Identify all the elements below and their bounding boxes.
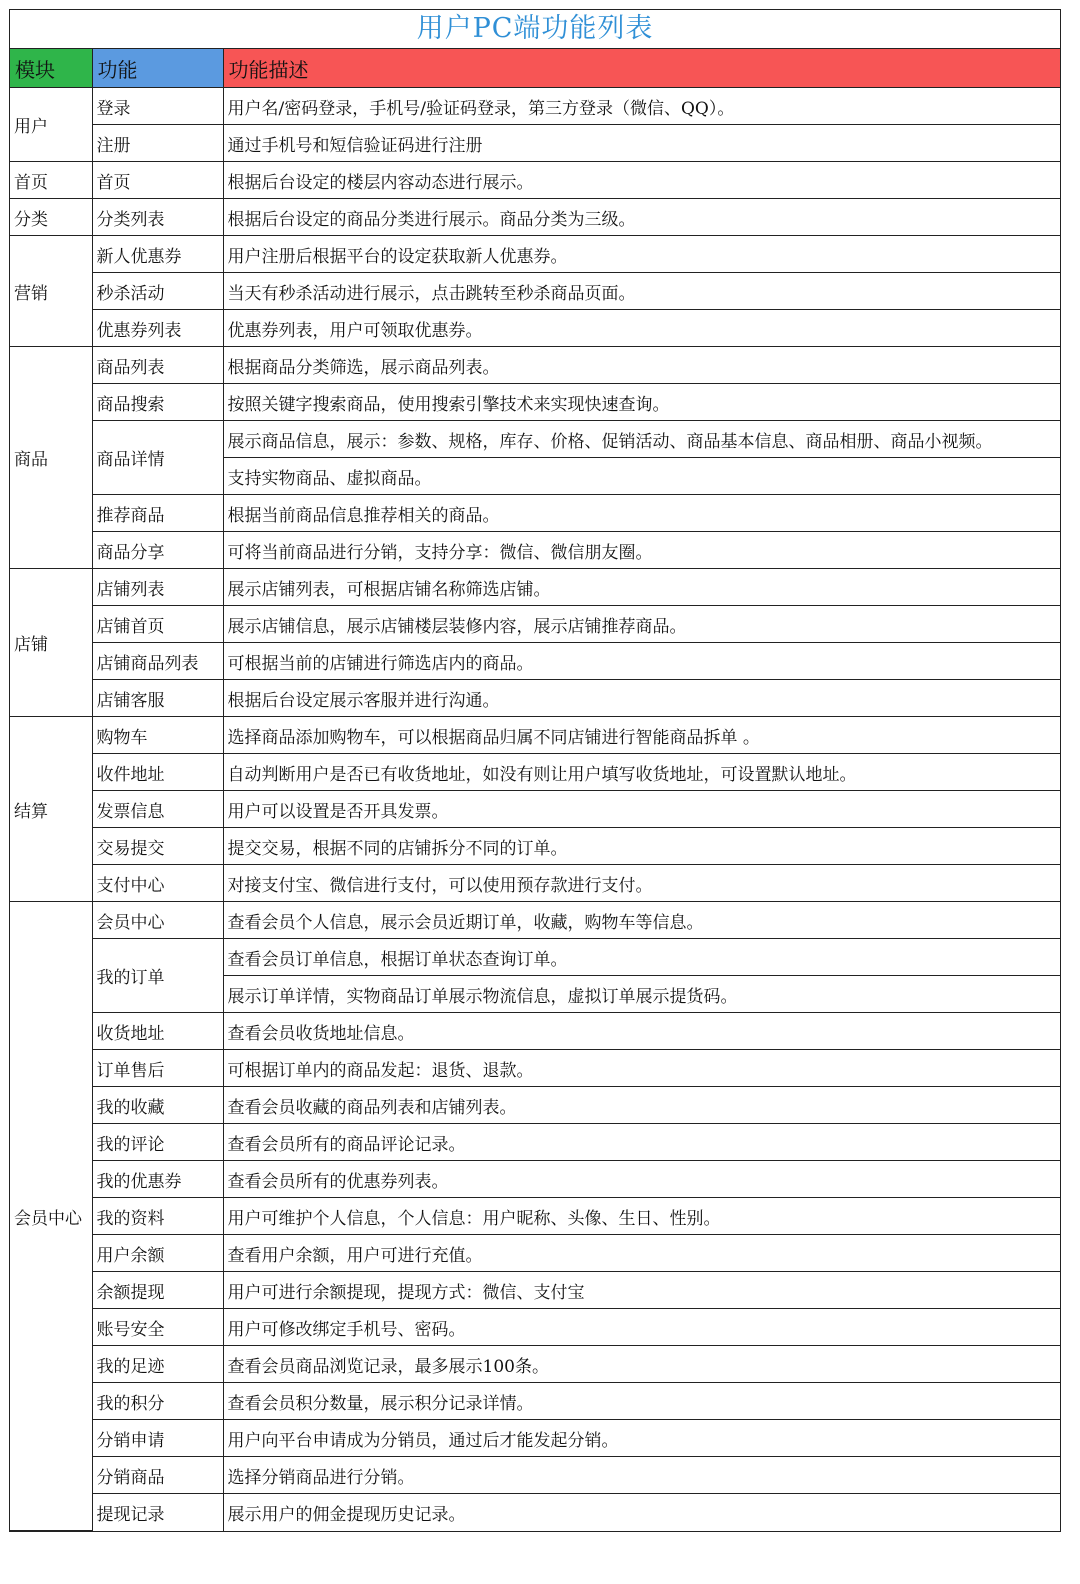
table-row — [10, 902, 1060, 939]
description-cell: 根据后台设定展示客服并进行沟通。 — [223, 680, 1060, 717]
function-cell: 店铺客服 — [92, 680, 223, 717]
description-cell: 可根据当前的店铺进行筛选店内的商品。 — [223, 643, 1060, 680]
function-cell: 我的积分 — [92, 1383, 223, 1420]
function-cell: 商品分享 — [92, 532, 223, 569]
function-cell: 注册 — [92, 125, 223, 162]
description-cell: 用户注册后根据平台的设定获取新人优惠券。 — [223, 236, 1060, 273]
table-row — [10, 643, 1060, 680]
table-row — [10, 1494, 1060, 1531]
table-row — [10, 125, 1060, 162]
description-cell: 查看会员所有的商品评论记录。 — [223, 1124, 1060, 1161]
function-cell: 会员中心 — [92, 902, 223, 939]
page-title: 用户PC端功能列表 — [10, 10, 1060, 49]
function-cell: 用户余额 — [92, 1235, 223, 1272]
description-cell: 通过手机号和短信验证码进行注册 — [223, 125, 1060, 162]
description-cell: 选择商品添加购物车，可以根据商品归属不同店铺进行智能商品拆单 。 — [223, 717, 1060, 754]
description-cell: 提交交易，根据不同的店铺拆分不同的订单。 — [223, 828, 1060, 865]
description-cell: 支持实物商品、虚拟商品。 — [223, 458, 1060, 495]
function-cell: 推荐商品 — [92, 495, 223, 532]
table-row — [10, 1235, 1060, 1272]
function-cell: 余额提现 — [92, 1272, 223, 1309]
function-cell: 商品列表 — [92, 347, 223, 384]
table-row — [10, 421, 1060, 458]
description-cell: 选择分销商品进行分销。 — [223, 1457, 1060, 1494]
description-cell: 按照关键字搜索商品，使用搜索引擎技术来实现快速查询。 — [223, 384, 1060, 421]
table-body — [10, 88, 1060, 1531]
function-cell: 我的足迹 — [92, 1346, 223, 1383]
function-cell: 我的资料 — [92, 1198, 223, 1235]
description-cell: 根据商品分类筛选，展示商品列表。 — [223, 347, 1060, 384]
description-cell: 展示用户的佣金提现历史记录。 — [223, 1494, 1060, 1531]
table-row — [10, 532, 1060, 569]
description-cell: 查看会员个人信息，展示会员近期订单，收藏，购物车等信息。 — [223, 902, 1060, 939]
function-cell: 交易提交 — [92, 828, 223, 865]
table-row — [10, 1420, 1060, 1457]
table-row — [10, 1346, 1060, 1383]
description-cell: 展示商品信息，展示：参数、规格，库存、价格、促销活动、商品基本信息、商品相册、商品小视频。 — [223, 421, 1060, 458]
function-cell: 我的评论 — [92, 1124, 223, 1161]
description-cell: 展示订单详情，实物商品订单展示物流信息，虚拟订单展示提货码。 — [223, 976, 1060, 1013]
table-row — [10, 939, 1060, 976]
table-row — [10, 1309, 1060, 1346]
function-cell: 登录 — [92, 88, 223, 125]
table-row — [10, 1087, 1060, 1124]
description-cell: 用户名/密码登录，手机号/验证码登录，第三方登录（微信、QQ）。 — [223, 88, 1060, 125]
function-cell: 分类列表 — [92, 199, 223, 236]
module-cell: 营销 — [10, 236, 92, 347]
function-cell: 商品搜索 — [92, 384, 223, 421]
module-cell: 会员中心 — [10, 902, 92, 1531]
table-row — [10, 310, 1060, 347]
table-row — [10, 1124, 1060, 1161]
module-cell: 商品 — [10, 347, 92, 569]
description-cell: 查看会员所有的优惠券列表。 — [223, 1161, 1060, 1198]
table-row — [10, 1161, 1060, 1198]
table-row — [10, 569, 1060, 606]
table-row — [10, 828, 1060, 865]
function-cell: 收货地址 — [92, 1013, 223, 1050]
module-cell: 结算 — [10, 717, 92, 902]
table-row — [10, 865, 1060, 902]
function-cell: 分销申请 — [92, 1420, 223, 1457]
module-cell: 首页 — [10, 162, 92, 199]
description-cell: 查看用户余额，用户可进行充值。 — [223, 1235, 1060, 1272]
header-row — [10, 49, 1060, 88]
table-row — [10, 162, 1060, 199]
description-cell: 可将当前商品进行分销，支持分享：微信、微信朋友圈。 — [223, 532, 1060, 569]
function-cell: 购物车 — [92, 717, 223, 754]
table-row — [10, 717, 1060, 754]
description-cell: 展示店铺列表，可根据店铺名称筛选店铺。 — [223, 569, 1060, 606]
description-cell: 用户可进行余额提现，提现方式：微信、支付宝 — [223, 1272, 1060, 1309]
function-cell: 店铺列表 — [92, 569, 223, 606]
function-cell: 商品详情 — [92, 421, 223, 495]
table-row — [10, 495, 1060, 532]
table-row — [10, 273, 1060, 310]
description-cell: 查看会员收货地址信息。 — [223, 1013, 1060, 1050]
description-cell: 当天有秒杀活动进行展示，点击跳转至秒杀商品页面。 — [223, 273, 1060, 310]
function-cell: 提现记录 — [92, 1494, 223, 1531]
table-row — [10, 1050, 1060, 1087]
table-row — [10, 606, 1060, 643]
description-cell: 根据当前商品信息推荐相关的商品。 — [223, 495, 1060, 532]
function-cell: 首页 — [92, 162, 223, 199]
description-cell: 自动判断用户是否已有收货地址，如没有则让用户填写收货地址，可设置默认地址。 — [223, 754, 1060, 791]
function-cell: 新人优惠券 — [92, 236, 223, 273]
table-row — [10, 236, 1060, 273]
description-cell: 根据后台设定的商品分类进行展示。商品分类为三级。 — [223, 199, 1060, 236]
table-row — [10, 1272, 1060, 1309]
description-cell: 展示店铺信息，展示店铺楼层装修内容，展示店铺推荐商品。 — [223, 606, 1060, 643]
description-cell: 优惠券列表，用户可领取优惠券。 — [223, 310, 1060, 347]
table-row — [10, 791, 1060, 828]
function-cell: 店铺首页 — [92, 606, 223, 643]
description-cell: 用户可修改绑定手机号、密码。 — [223, 1309, 1060, 1346]
function-cell: 订单售后 — [92, 1050, 223, 1087]
function-cell: 我的优惠券 — [92, 1161, 223, 1198]
module-cell: 店铺 — [10, 569, 92, 717]
table-row — [10, 1013, 1060, 1050]
description-cell: 根据后台设定的楼层内容动态进行展示。 — [223, 162, 1060, 199]
table-row — [10, 754, 1060, 791]
module-cell: 用户 — [10, 88, 92, 162]
table-row — [10, 384, 1060, 421]
module-cell: 分类 — [10, 199, 92, 236]
description-cell: 查看会员积分数量，展示积分记录详情。 — [223, 1383, 1060, 1420]
table-row — [10, 88, 1060, 125]
header-description: 功能描述 — [223, 49, 1060, 88]
table-row — [10, 1457, 1060, 1494]
description-cell: 可根据订单内的商品发起：退货、退款。 — [223, 1050, 1060, 1087]
header-function: 功能 — [92, 49, 223, 88]
function-cell: 分销商品 — [92, 1457, 223, 1494]
description-cell: 查看会员订单信息，根据订单状态查询订单。 — [223, 939, 1060, 976]
description-cell: 查看会员商品浏览记录，最多展示100条。 — [223, 1346, 1060, 1383]
table-row — [10, 1383, 1060, 1420]
function-cell: 收件地址 — [92, 754, 223, 791]
function-cell: 支付中心 — [92, 865, 223, 902]
description-cell: 用户可以设置是否开具发票。 — [223, 791, 1060, 828]
function-cell: 账号安全 — [92, 1309, 223, 1346]
function-cell: 发票信息 — [92, 791, 223, 828]
description-cell: 对接支付宝、微信进行支付，可以使用预存款进行支付。 — [223, 865, 1060, 902]
table-row — [10, 347, 1060, 384]
function-cell: 店铺商品列表 — [92, 643, 223, 680]
description-cell: 用户可维护个人信息，个人信息：用户昵称、头像、生日、性别。 — [223, 1198, 1060, 1235]
function-cell: 优惠券列表 — [92, 310, 223, 347]
table-row — [10, 680, 1060, 717]
feature-list-sheet — [9, 9, 1061, 1532]
header-module: 模块 — [10, 49, 92, 88]
function-cell: 我的收藏 — [92, 1087, 223, 1124]
feature-table — [10, 49, 1060, 1531]
table-row — [10, 1198, 1060, 1235]
table-row — [10, 199, 1060, 236]
description-cell: 用户向平台申请成为分销员，通过后才能发起分销。 — [223, 1420, 1060, 1457]
function-cell: 我的订单 — [92, 939, 223, 1013]
description-cell: 查看会员收藏的商品列表和店铺列表。 — [223, 1087, 1060, 1124]
function-cell: 秒杀活动 — [92, 273, 223, 310]
